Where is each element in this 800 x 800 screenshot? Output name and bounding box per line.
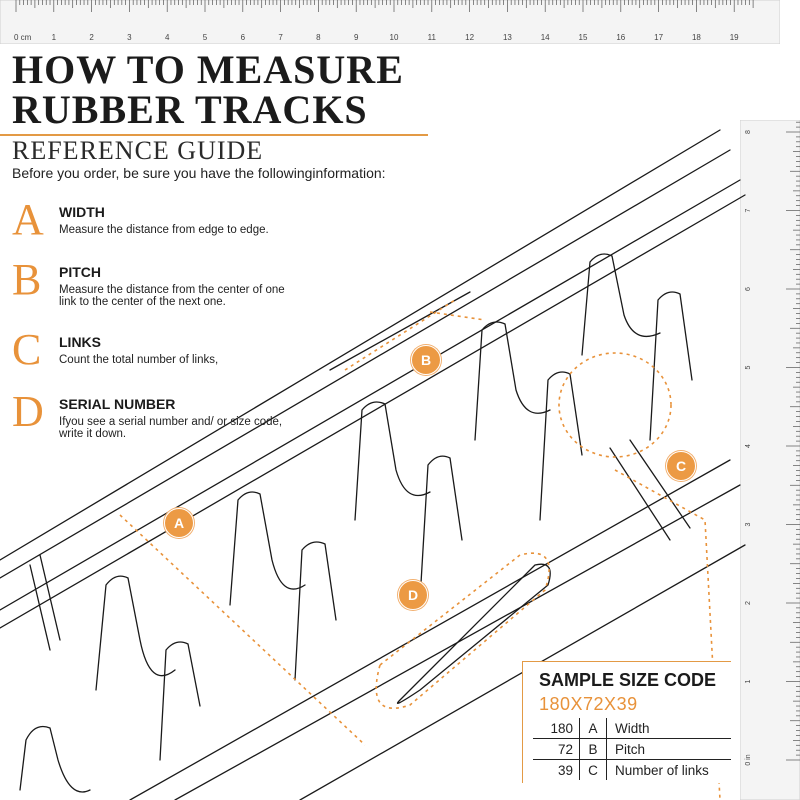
row-value: 180	[533, 718, 580, 739]
serial-number-heading: SERIAL NUMBER	[59, 396, 176, 412]
marker-a: A	[164, 508, 194, 538]
sample-size-code-box	[522, 661, 731, 783]
width-heading: WIDTH	[59, 204, 105, 220]
ruler-right-label: 5	[745, 365, 752, 370]
row-abbr: C	[580, 760, 607, 781]
ruler-top-label: 9	[353, 33, 359, 42]
letter-a: A	[12, 195, 44, 244]
table-row	[533, 739, 731, 760]
ruler-top-label: 11	[427, 33, 436, 42]
ruler-top-label: 10	[389, 33, 399, 42]
ruler-top-label: 3	[127, 33, 132, 42]
table-row	[533, 760, 731, 781]
ruler-top-label: 8	[316, 33, 321, 42]
row-value: 72	[533, 739, 580, 760]
ruler-right-label: 3	[745, 522, 752, 527]
ruler-top-label: 15	[578, 33, 588, 42]
ruler-top-label: 5	[202, 33, 208, 42]
ruler-top-label: 4	[164, 33, 170, 42]
links-heading: LINKS	[59, 334, 101, 350]
ruler-top-label: 7	[278, 33, 283, 42]
links-description: Count the total number of links,	[59, 354, 219, 366]
ruler-top-label: 17	[654, 33, 664, 42]
ruler-right-label: 2	[745, 601, 752, 605]
row-abbr: A	[580, 718, 607, 739]
table-row	[533, 718, 731, 739]
pitch-heading: PITCH	[59, 264, 101, 280]
letter-d: D	[12, 387, 44, 436]
row-label: Pitch	[607, 739, 732, 760]
sample-table	[533, 718, 731, 780]
ruler-right-label: 7	[745, 208, 752, 213]
ruler-right-label: 1	[745, 679, 752, 684]
sample-code: 180X72X39	[539, 694, 638, 714]
row-label: Width	[607, 718, 732, 739]
pitch-description: Measure the distance from the center of one link to the center of the next one.	[59, 284, 285, 308]
ruler-top-label: 1	[51, 33, 57, 42]
row-abbr: B	[580, 739, 607, 760]
marker-c: C	[666, 451, 696, 481]
page-title	[12, 47, 404, 132]
ruler-top-label: 19	[729, 33, 739, 42]
marker-b: B	[411, 345, 441, 375]
letter-b: B	[12, 255, 42, 304]
letter-c: C	[12, 325, 42, 374]
width-description: Measure the distance from edge to edge.	[59, 224, 269, 236]
ruler-top-label: 6	[240, 33, 246, 42]
title-line-2: RUBBER TRACKS	[12, 87, 368, 132]
marker-d: D	[398, 580, 428, 610]
ruler-right-label: 8	[745, 130, 752, 134]
ruler-top-unit: 0 cm	[14, 33, 32, 42]
ruler-top-label: 14	[540, 33, 550, 42]
subtitle: REFERENCE GUIDE	[12, 136, 264, 165]
ruler-top-label: 16	[616, 33, 626, 42]
ruler-top-label: 18	[691, 33, 701, 42]
ruler-right-unit: 0 in	[745, 754, 752, 766]
serial-number-description: Ifyou see a serial number and/ or size code, write it down.	[59, 416, 283, 440]
ruler-right-label: 6	[745, 287, 752, 291]
ruler-right-label: 4	[745, 444, 752, 448]
sample-title: SAMPLE SIZE CODE	[539, 670, 717, 690]
row-value: 39	[557, 762, 573, 778]
ruler-top-label: 2	[89, 33, 94, 42]
ruler-top-label: 13	[502, 33, 512, 42]
row-label: Number of links	[615, 762, 709, 778]
ruler-top-label: 12	[465, 33, 475, 42]
intro-text: Before you order, be sure you have the followinginformation:	[12, 165, 386, 181]
title-line-1: HOW TO MEASURE	[12, 47, 404, 92]
